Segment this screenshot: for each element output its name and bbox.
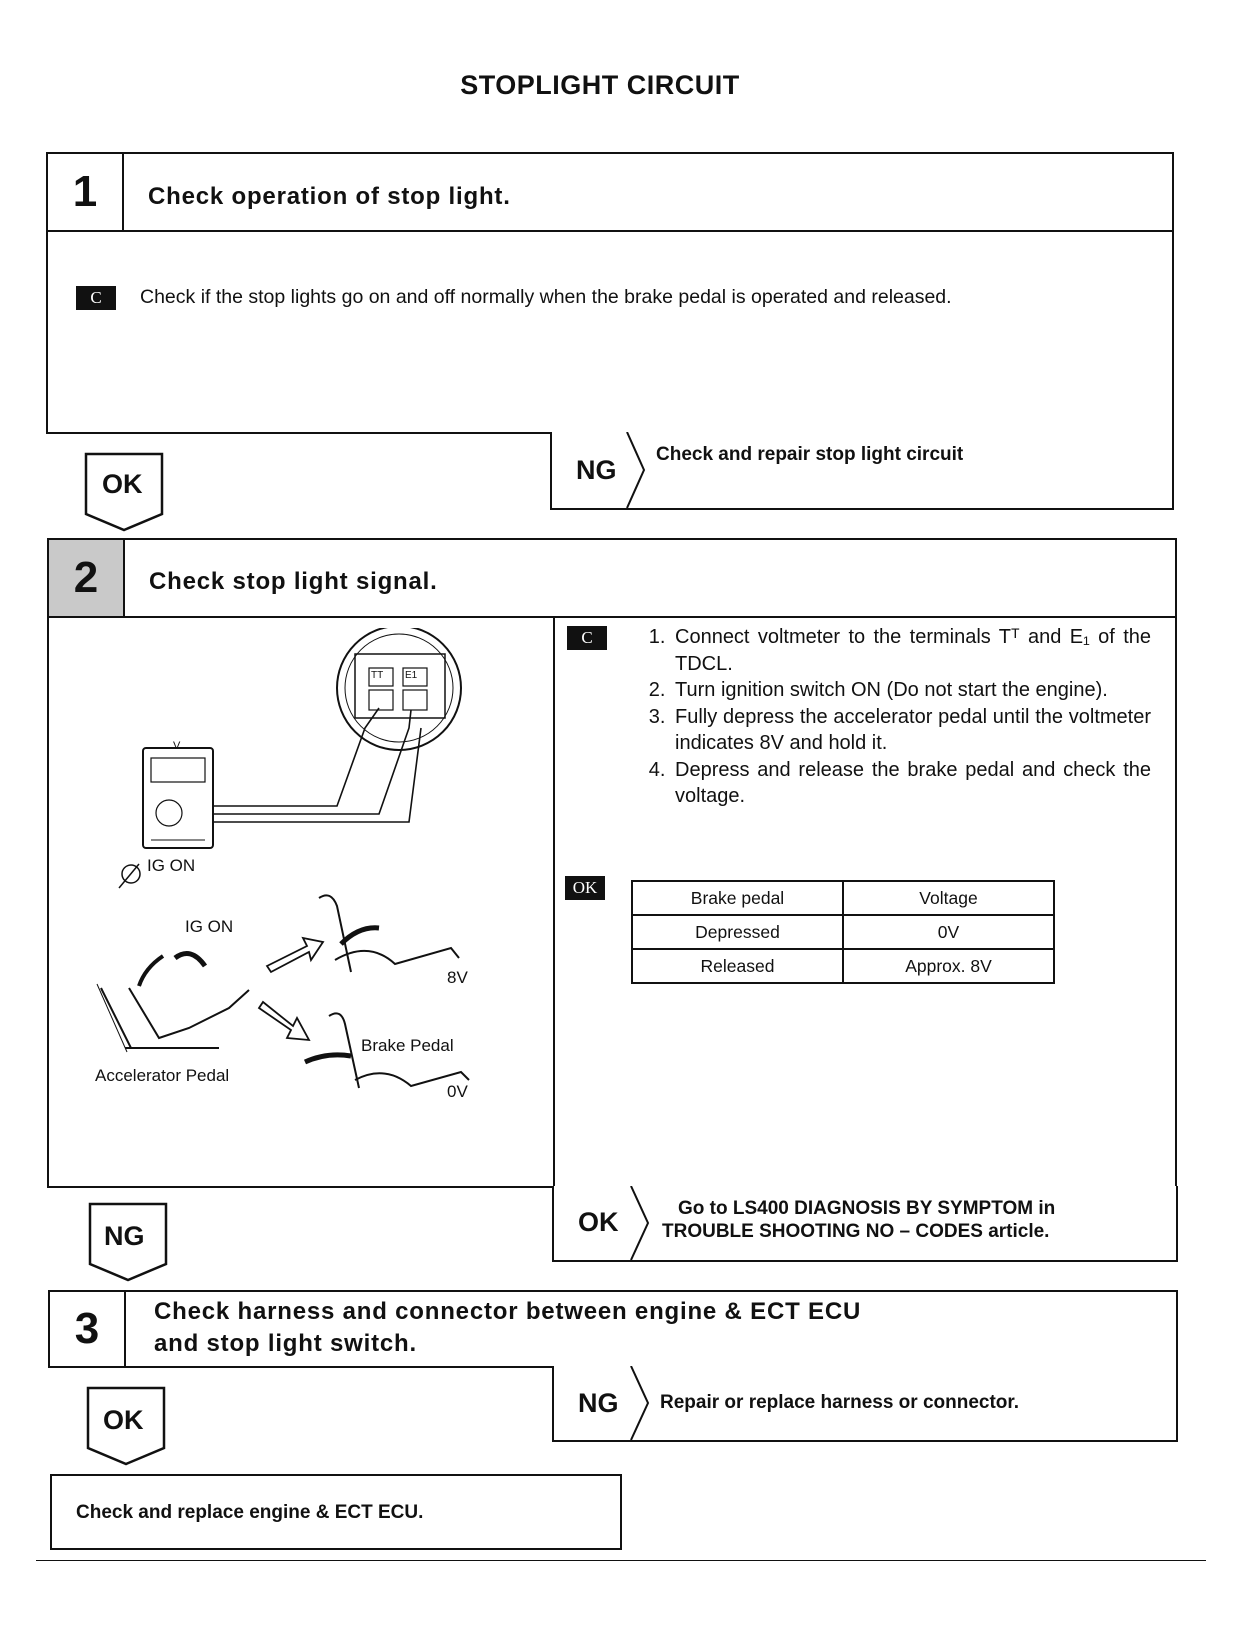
diagram-ig-on-2: IG ON — [185, 917, 234, 936]
step3-ok-label: OK — [103, 1405, 144, 1435]
step2-instruction-list — [631, 624, 1151, 810]
table-header-cell: Brake pedal — [632, 881, 843, 915]
step1-content-box — [46, 230, 1174, 434]
step2-ok-text-1: Go to LS400 DIAGNOSIS BY SYMPTOM in — [678, 1198, 1056, 1219]
table-header-row — [632, 881, 1054, 915]
table-cell: Approx. 8V — [843, 949, 1054, 983]
table-cell: 0V — [843, 915, 1054, 949]
page-bottom-rule — [36, 1560, 1206, 1561]
step2-divider — [553, 618, 555, 1186]
table-row — [632, 949, 1054, 983]
final-action-text: Check and replace engine & ECT ECU. — [76, 1502, 424, 1523]
table-row — [632, 915, 1054, 949]
step2-content-box — [47, 616, 1177, 1188]
ignition-key-icon — [119, 864, 140, 888]
step3-number: 3 — [50, 1292, 126, 1366]
step2-header-box — [47, 538, 1177, 618]
step2-heading: Check stop light signal. — [149, 568, 438, 595]
diagram-accelerator-pedal: Accelerator Pedal — [95, 1066, 230, 1085]
step1-heading: Check operation of stop light. — [148, 183, 511, 210]
page-title: STOPLIGHT CIRCUIT — [460, 70, 740, 100]
step1-ok-label: OK — [102, 469, 143, 499]
diagram-0v: 0V — [447, 1082, 468, 1101]
step3-ng-chevron — [630, 1366, 650, 1440]
instruction-item-1: 1. Connect voltmeter to the terminals Tᵀ and E₁ of the TDCL. — [671, 624, 1151, 677]
diagram-ig-on-1: IG ON — [147, 856, 196, 875]
step2-ng-label: NG — [104, 1221, 145, 1251]
voltmeter — [143, 748, 213, 848]
step2-number: 2 — [49, 540, 125, 616]
step2-ok-chevron — [630, 1186, 650, 1260]
brake-pedal-upper — [319, 895, 459, 972]
step2-c-badge: C — [567, 626, 607, 650]
instruction-item-4: 4. Depress and release the brake pedal and check the voltage. — [671, 757, 1151, 810]
flow-arrows — [259, 938, 323, 1040]
step3-ng-text: Repair or replace harness or connector. — [660, 1392, 1020, 1413]
step3-header-box — [48, 1290, 1178, 1368]
diagram-brake-pedal: Brake Pedal — [361, 1036, 454, 1055]
step3-ng-label: NG — [578, 1388, 619, 1418]
table-header-cell: Voltage — [843, 881, 1054, 915]
diagram-meter-v: V — [173, 740, 181, 752]
step1-ng-chevron — [626, 432, 646, 508]
step1-ng-box — [550, 432, 1174, 510]
diagram-terminal-tt: TT — [371, 670, 384, 681]
instruction-item-2: 2. Turn ignition switch ON (Do not start the engine). — [671, 677, 1151, 704]
step2-ok-text-2: TROUBLE SHOOTING NO – CODES article. — [662, 1221, 1050, 1242]
step1-ng-text: Check and repair stop light circuit — [656, 444, 964, 465]
step1-ng-label: NG — [576, 455, 617, 485]
voltage-spec-table — [631, 880, 1055, 984]
tdcl-connector — [337, 628, 461, 750]
step1-header-box — [46, 152, 1174, 232]
table-cell: Released — [632, 949, 843, 983]
instruction-item-3: 3. Fully depress the accelerator pedal until the voltmeter indicates 8V and hold it. — [671, 704, 1151, 757]
step2-ok-box — [552, 1186, 1178, 1262]
final-action-box — [50, 1474, 622, 1550]
test-leads — [213, 708, 421, 822]
step1-c-badge: C — [76, 286, 116, 310]
diagram-terminal-e1: E1 — [405, 670, 418, 681]
step3-ng-box — [552, 1366, 1178, 1442]
step3-heading-2: and stop light switch. — [154, 1330, 417, 1357]
accelerator-pedal-drawing — [97, 954, 249, 1053]
diagram-8v: 8V — [447, 968, 468, 987]
step2-ok-label: OK — [578, 1207, 619, 1237]
step2-ok-badge: OK — [565, 876, 605, 900]
step1-number: 1 — [48, 154, 124, 230]
step3-heading-1: Check harness and connector between engine & ECT ECU — [154, 1298, 862, 1325]
step1-instruction: Check if the stop lights go on and off normally when the brake pedal is operated and released. — [140, 286, 952, 308]
table-cell: Depressed — [632, 915, 843, 949]
